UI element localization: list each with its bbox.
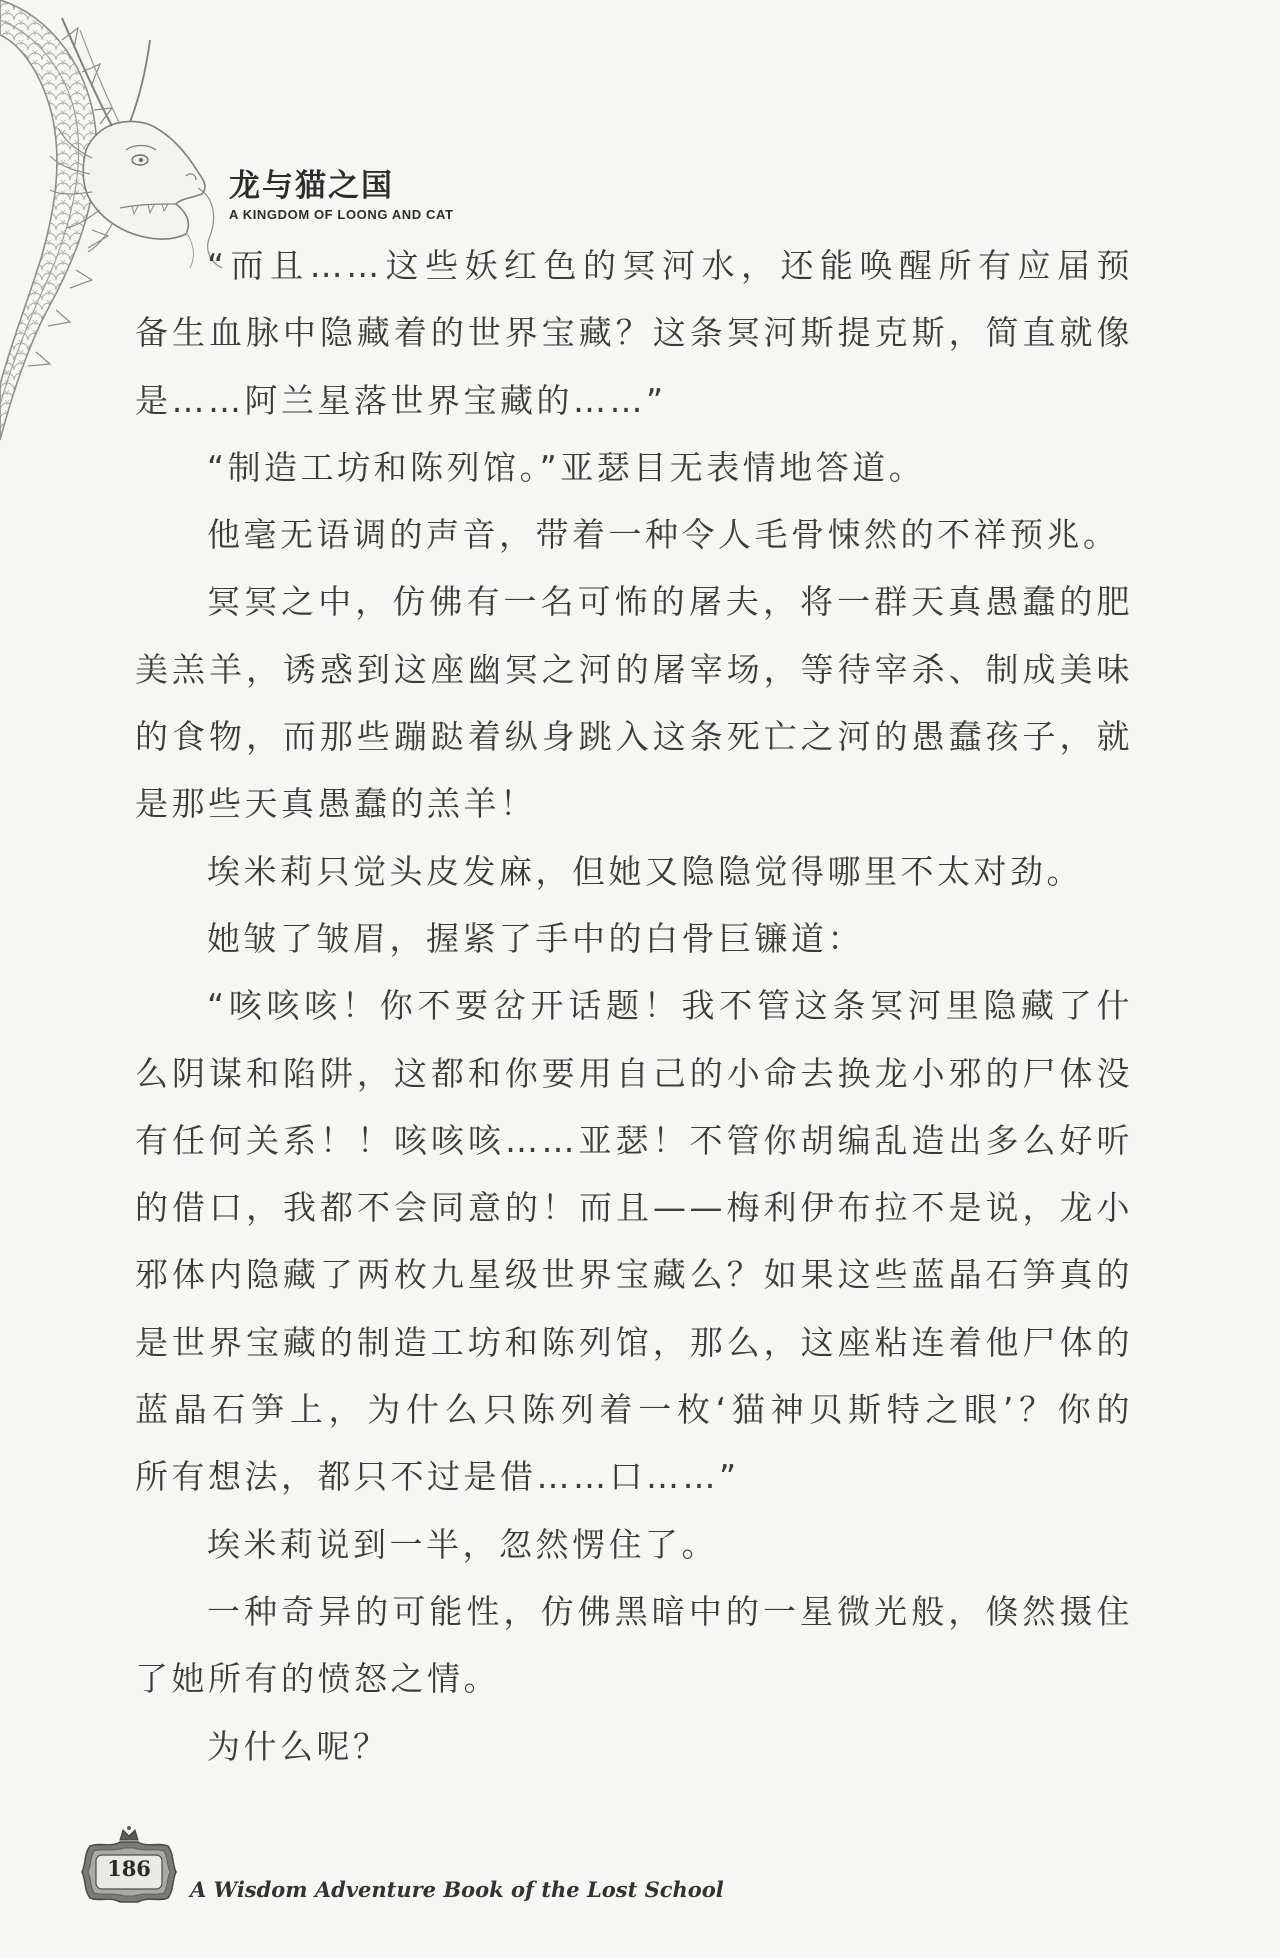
text-line: 埃米莉说到一半，忽然愣住了。 bbox=[207, 1524, 718, 1564]
series-title: A Wisdom Adventure Book of the Lost School bbox=[190, 1877, 724, 1902]
text-line: 有任何关系！！咳咳咳……亚瑟！不管你胡编乱造出多么好听 bbox=[135, 1120, 1133, 1160]
text-line: 所有想法，都只不过是借……口……” bbox=[135, 1457, 740, 1497]
text-line: 蓝晶石笋上，为什么只陈列着一枚‘猫神贝斯特之眼’？你的 bbox=[135, 1390, 1133, 1430]
text-line: 邪体内隐藏了两枚九星级世界宝藏么？如果这些蓝晶石笋真的 bbox=[135, 1255, 1133, 1295]
book-subtitle: A KINGDOM OF LOONG AND CAT bbox=[229, 207, 454, 222]
body-text bbox=[135, 232, 1133, 1780]
paragraph bbox=[135, 838, 1133, 905]
paragraph bbox=[135, 501, 1133, 568]
paragraph bbox=[135, 232, 1133, 434]
text-line: 是……阿兰星落世界宝藏的……” bbox=[135, 380, 667, 420]
text-line: 冥冥之中，仿佛有一名可怖的屠夫，将一群天真愚蠢的肥 bbox=[207, 582, 1133, 622]
text-line: 么阴谋和陷阱，这都和你要用自己的小命去换龙小邪的尸体没 bbox=[135, 1053, 1133, 1093]
text-line: 她皱了皱眉，握紧了手中的白骨巨镰道： bbox=[207, 918, 864, 958]
text-line: 他毫无语调的声音，带着一种令人毛骨悚然的不祥预兆。 bbox=[207, 515, 1120, 555]
text-line: 了她所有的愤怒之情。 bbox=[135, 1659, 500, 1699]
paragraph bbox=[135, 1511, 1133, 1578]
text-line: 备生血脉中隐藏着的世界宝藏？这条冥河斯提克斯，简直就像 bbox=[135, 313, 1133, 353]
crown-icon bbox=[120, 1826, 138, 1840]
paragraph bbox=[135, 568, 1133, 837]
page-number: 186 bbox=[107, 1856, 151, 1881]
text-line: “咳咳咳！你不要岔开话题！我不管这条冥河里隐藏了什 bbox=[207, 986, 1133, 1026]
text-line: 是世界宝藏的制造工坊和陈列馆，那么，这座粘连着他尸体的 bbox=[135, 1322, 1133, 1362]
paragraph bbox=[135, 434, 1133, 501]
text-line: 的食物，而那些蹦跶着纵身跳入这条死亡之河的愚蠢孩子，就 bbox=[135, 717, 1133, 757]
paragraph bbox=[135, 1578, 1133, 1713]
text-line: 为什么呢？ bbox=[207, 1726, 390, 1766]
paragraph bbox=[135, 1713, 1133, 1780]
text-line: 的借口，我都不会同意的！而且——梅利伊布拉不是说，龙小 bbox=[135, 1188, 1133, 1228]
paragraph bbox=[135, 972, 1133, 1510]
text-line: “而且……这些妖红色的冥河水，还能唤醒所有应届预 bbox=[207, 246, 1133, 285]
paragraph bbox=[135, 905, 1133, 972]
text-line: “制造工坊和陈列馆。”亚瑟目无表情地答道。 bbox=[207, 447, 926, 487]
text-line: 一种奇异的可能性，仿佛黑暗中的一星微光般，倏然摄住 bbox=[207, 1591, 1133, 1631]
text-line: 是那些天真愚蠢的羔羊！ bbox=[135, 784, 537, 824]
book-title: 龙与猫之国 bbox=[229, 168, 394, 204]
text-line: 埃米莉只觉头皮发麻，但她又隐隐觉得哪里不太对劲。 bbox=[207, 851, 1083, 891]
text-line: 美羔羊，诱惑到这座幽冥之河的屠宰场，等待宰杀、制成美味 bbox=[135, 649, 1133, 689]
